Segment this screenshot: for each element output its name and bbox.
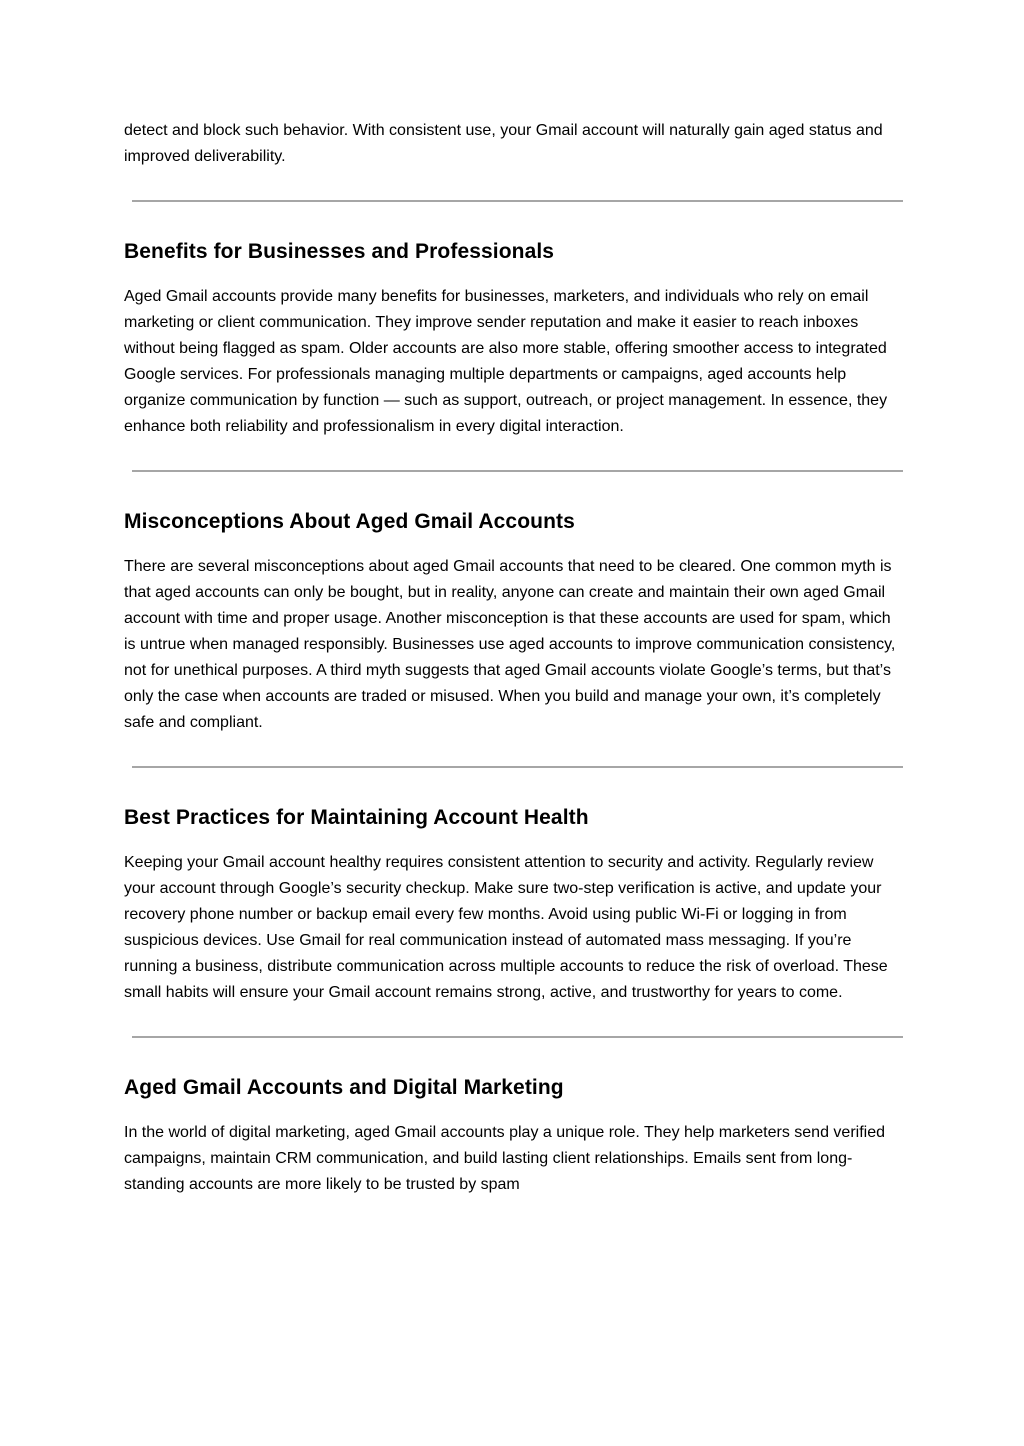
section-heading-best-practices: Best Practices for Maintaining Account Health	[124, 806, 589, 829]
section-paragraph-best-practices: Keeping your Gmail account healthy requires consistent attention to security and activity. Regularly review your account through Google’s security checkup. Make sure two-step verification is active, and update your recovery phone number or backup email every few months. Avoid using public Wi-Fi or logging in from suspicious devices. Use Gmail for real communication instead of automated mass messaging. If you’re running a business, distribute communication across multiple accounts to reduce the risk of overload. These small habits will ensure your Gmail account remains strong, active, and trustworthy for years to come.	[124, 854, 888, 1001]
section-digital-marketing	[124, 1036, 902, 1198]
section-paragraph-misconceptions: There are several misconceptions about aged Gmail accounts that need to be cleared. One common myth is that aged accounts can only be bought, but in reality, anyone can create and maintain their own aged Gmail account with time and proper usage. Another misconception is that these accounts are used for spam, which is untrue when managed responsibly. Businesses use aged accounts to improve communication consistency, not for unethical purposes. A third myth suggests that aged Gmail accounts violate Google’s terms, but that’s only the case when accounts are traded or misused. When you build and manage your own, it’s completely safe and compliant.	[124, 558, 896, 731]
section-heading-digital-marketing: Aged Gmail Accounts and Digital Marketing	[124, 1076, 564, 1099]
section-divider	[132, 200, 903, 202]
section-paragraph-digital-marketing: In the world of digital marketing, aged Gmail accounts play a unique role. They help marketers send verified campaigns, maintain CRM communication, and build lasting client relationships. Emails sent from long-standing accounts are more likely to be trusted by spam	[124, 1124, 885, 1193]
section-benefits	[124, 200, 902, 440]
section-divider	[132, 470, 903, 472]
section-paragraph-benefits: Aged Gmail accounts provide many benefits for businesses, marketers, and individuals who rely on email marketing or client communication. They improve sender reputation and make it easier to reach inboxes without being flagged as spam. Older accounts are also more stable, offering smoother access to integrated Google services. For professionals managing multiple departments or campaigns, aged accounts help organize communication by function — such as support, outreach, or project management. In essence, they enhance both reliability and professionalism in every digital interaction.	[124, 288, 888, 435]
section-divider	[132, 1036, 903, 1038]
section-best-practices	[124, 766, 902, 1006]
section-misconceptions	[124, 470, 902, 736]
section-heading-misconceptions: Misconceptions About Aged Gmail Accounts	[124, 510, 575, 533]
section-heading-benefits: Benefits for Businesses and Professionals	[124, 240, 555, 263]
intro-paragraph: detect and block such behavior. With consistent use, your Gmail account will naturally gain aged status and improved deliverability.	[124, 122, 883, 165]
section-divider	[132, 766, 903, 768]
